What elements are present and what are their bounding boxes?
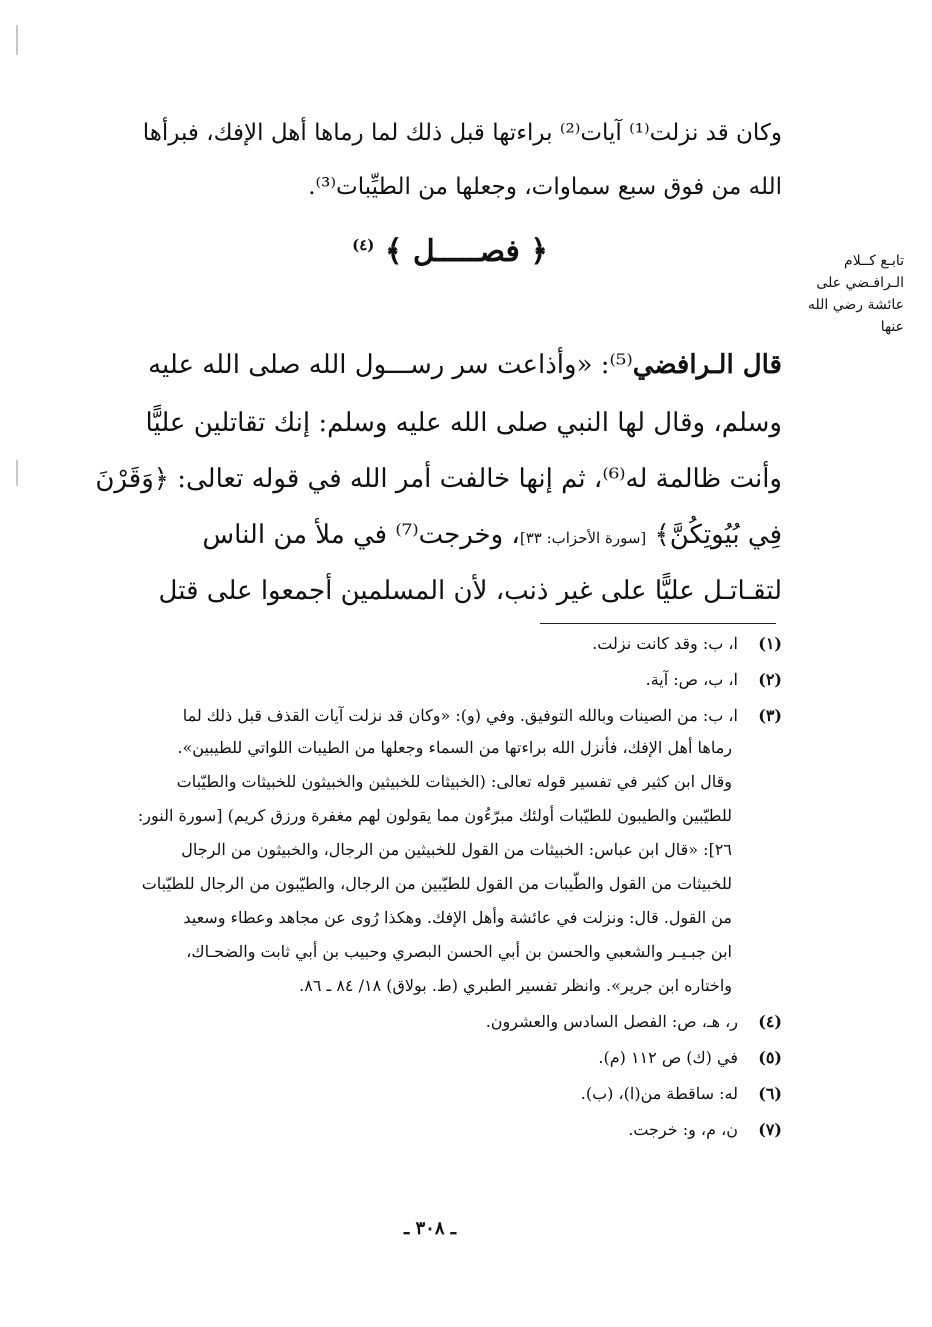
body-line-1-text: ⁽⁵⁾: «وأذاعت سر رســـول الله صلى الله عليه bbox=[148, 350, 633, 380]
body-line-1 bbox=[82, 350, 782, 380]
footnote-3-line: ابن جبـيـر والشعبي والحسن بن أبي الحسن البصري وحبيب بن أبي ثابت والضحـاك، bbox=[186, 942, 732, 961]
side-note-line: عنها bbox=[880, 319, 904, 335]
footnote-3-line: من القول. قال: ونزلت في عائشة وأهل الإفك. وهكذا رُوى عن مجاهد وعطاء وسعيد bbox=[183, 908, 732, 927]
speaker-label: قال الـرافضي bbox=[632, 350, 782, 380]
side-note-line: الـرافـضي على bbox=[816, 275, 904, 291]
footnote-text: ن، م، و: خرجت. bbox=[628, 1120, 738, 1139]
footnote-2 bbox=[82, 670, 782, 689]
side-note-line: تابـع كــلام bbox=[844, 253, 904, 269]
footnote-number: (٧) bbox=[758, 1120, 782, 1139]
footnote-7 bbox=[82, 1120, 782, 1139]
footnote-separator bbox=[540, 623, 776, 624]
footnote-3 bbox=[82, 706, 782, 725]
body-line-3: وأنت ظالمة له⁽⁶⁾، ثم إنها خالفت أمر الله في قوله تعالى: ﴿وَقَرْنَ bbox=[95, 464, 782, 494]
footnote-3-line: رماها أهل الإفك، فأنزل الله براءتها من السماء وجعلها من الطيبات اللواتي للطيبين». bbox=[177, 738, 732, 757]
footnote-3-line: ٢٦]: «قال ابن عباس: الخبيثات من القول للخبيثين من الرجال، والخبيثون من الرجال bbox=[181, 840, 732, 859]
section-title-text: ﴿ فصـــــل ﴾ bbox=[384, 234, 548, 269]
footnote-3-line: للطيّبين والطيبون للطيّبات أولئك مبرّءُون مما يقولون لهم مغفرة ورزق كريم) [سورة النور: bbox=[137, 806, 732, 825]
side-note bbox=[784, 250, 904, 338]
footnote-1 bbox=[82, 634, 782, 653]
footnote-number: (١) bbox=[758, 634, 782, 653]
intro-line-1: وكان قد نزلت⁽¹⁾ آيات⁽²⁾ براءتها قبل ذلك لما رماها أهل الإفك، فبرأها bbox=[142, 120, 782, 146]
footnote-text: له: ساقطة من(ا)، (ب). bbox=[580, 1084, 738, 1103]
body-line-2: وسلم، وقال لها النبي صلى الله عليه وسلم: إنك تقاتلين عليًّا bbox=[145, 408, 782, 438]
quran-quote-end: فِي بُيُوتِكُنَّ﴾ bbox=[654, 520, 782, 550]
footnote-3-line: وقال ابن كثير في تفسير قوله تعالى: (الخبيثات للخبيثين والخبيثون للخبيثات والطيّبات bbox=[176, 772, 732, 791]
section-title-note-ref: (٤) bbox=[352, 236, 375, 254]
footnote-number: (٥) bbox=[758, 1048, 782, 1067]
body-line-4 bbox=[82, 520, 782, 550]
footnote-number: (٣) bbox=[758, 706, 782, 725]
scan-edge-mark-top bbox=[16, 25, 18, 55]
body-line-4-text: ، وخرجت⁽⁷⁾ في ملأ من الناس bbox=[202, 520, 520, 550]
footnote-number: (٦) bbox=[758, 1084, 782, 1103]
footnote-text: ا، ب: وقد كانت نزلت. bbox=[592, 634, 738, 653]
footnote-text: في (ك) ص ١١٢ (م). bbox=[598, 1048, 738, 1067]
footnote-6 bbox=[82, 1084, 782, 1103]
footnote-3-line: للخبيثات من القول والطّيبات من القول للطيّبين من الرجال، والطيّبون من الرجال للطيّبات bbox=[141, 874, 732, 893]
footnote-3-line: واختاره ابن جرير». وانظر تفسير الطبري (ط. بولاق) ١٨/ ٨٤ ـ ٨٦. bbox=[299, 976, 732, 995]
section-title bbox=[330, 234, 570, 269]
page-number: ـ ٣٠٨ ـ bbox=[403, 1218, 457, 1239]
footnote-5 bbox=[82, 1048, 782, 1067]
side-note-line: عائشة رضي الله bbox=[807, 297, 904, 313]
footnote-number: (٤) bbox=[758, 1012, 782, 1031]
footnote-text: ر، هـ، ص: الفصل السادس والعشرون. bbox=[485, 1012, 738, 1031]
footnote-4 bbox=[82, 1012, 782, 1031]
footnote-text: ا، ب: من الصينات وبالله التوفيق. وفي (و): «وكان قد نزلت آيات القذف قبل ذلك لما bbox=[182, 706, 738, 725]
footnote-number: (٢) bbox=[758, 670, 782, 689]
scan-edge-mark-bottom bbox=[16, 460, 18, 486]
body-line-5: لتقـاتـل عليًّا على غير ذنب، لأن المسلمين أجمعوا على قتل bbox=[158, 576, 782, 606]
quran-reference: [سورة الأحزاب: ٣٣] bbox=[519, 529, 647, 547]
footnote-text: ا، ب، ص: آية. bbox=[645, 670, 738, 689]
intro-line-2: الله من فوق سبع سماوات، وجعلها من الطيِّبات⁽³⁾. bbox=[308, 174, 782, 200]
